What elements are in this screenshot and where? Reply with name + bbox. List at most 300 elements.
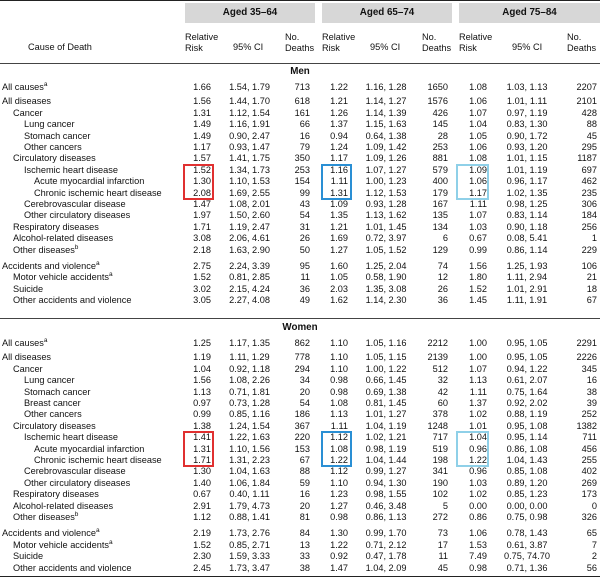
- relative-risk-cell: 1.53: [469, 539, 487, 550]
- deaths-count-cell: 462: [581, 176, 597, 187]
- relative-risk-cell: 3.05: [193, 295, 211, 306]
- relative-risk-cell: 1.52: [193, 539, 211, 550]
- relative-risk-cell: 1.09: [469, 164, 487, 175]
- deaths-count-cell: 512: [432, 363, 448, 374]
- relative-risk-cell: 1.08: [330, 443, 348, 454]
- deaths-count-cell: 1: [591, 233, 597, 244]
- row-label-text: Alcohol-related diseases: [13, 233, 114, 244]
- deaths-count-cell: 33: [299, 551, 310, 562]
- row-label: [13, 245, 78, 256]
- confidence-interval-cell: 0.86, 1.08: [506, 443, 548, 454]
- deaths-count-cell: 11: [438, 551, 448, 562]
- relative-risk-cell: 1.56: [193, 375, 211, 386]
- relative-risk-cell: 1.24: [330, 142, 348, 152]
- confidence-interval-cell: 0.72, 3.97: [365, 233, 407, 244]
- relative-risk-cell: 1.06: [469, 176, 487, 187]
- deaths-count-cell: 56: [586, 562, 597, 573]
- row-label-text: Chronic ischemic heart disease: [34, 455, 162, 465]
- relative-risk-cell: 0.98: [330, 375, 348, 386]
- deaths-header-1-line2: Deaths: [285, 42, 315, 53]
- relative-risk-cell: 1.35: [330, 210, 348, 221]
- relative-risk-cell: 1.60: [330, 261, 348, 271]
- confidence-interval-cell: 1.44, 1.70: [229, 96, 270, 107]
- deaths-count-cell: 2139: [427, 352, 448, 363]
- group-header-75-84: Aged 75–84: [459, 3, 600, 23]
- relative-risk-cell: 1.27: [330, 244, 348, 255]
- row-label: [24, 387, 90, 398]
- deaths-count-cell: 253: [432, 142, 448, 152]
- confidence-interval-cell: 1.09, 1.26: [365, 153, 407, 164]
- relative-risk-cell: 1.37: [330, 119, 348, 130]
- row-label-text: Cancer: [13, 107, 43, 118]
- deaths-count-cell: 426: [432, 107, 448, 118]
- table-row: [0, 272, 600, 283]
- relative-risk-cell: 1.12: [193, 512, 211, 522]
- relative-risk-cell: 1.69: [330, 233, 348, 244]
- relative-risk-cell: 1.08: [469, 82, 487, 92]
- confidence-interval-cell: 1.11, 1.29: [229, 352, 270, 363]
- deaths-count-cell: 167: [432, 199, 448, 209]
- relative-risk-cell: 1.49: [193, 130, 211, 141]
- confidence-interval-cell: 1.01, 2.91: [506, 283, 548, 294]
- row-label: [2, 261, 100, 272]
- table-row: [0, 563, 600, 574]
- deaths-count-cell: 38: [586, 386, 597, 397]
- row-label-text: All diseases: [2, 352, 52, 363]
- rr-header-2-line2: Risk: [322, 42, 340, 53]
- confidence-interval-cell: 0.69, 1.38: [365, 386, 407, 397]
- relative-risk-cell: 0.96: [469, 466, 487, 477]
- deaths-count-cell: 88: [299, 466, 310, 477]
- confidence-interval-cell: 0.61, 2.07: [506, 375, 548, 386]
- relative-risk-cell: 1.41: [193, 432, 211, 443]
- relative-risk-cell: 1.52: [193, 164, 211, 175]
- confidence-interval-cell: 1.05, 1.16: [365, 338, 407, 348]
- table-row: [0, 540, 600, 551]
- confidence-interval-cell: 0.99, 1.70: [365, 528, 407, 539]
- confidence-interval-cell: 0.90, 2.47: [229, 130, 270, 141]
- highlight-box-blue: [321, 164, 352, 200]
- relative-risk-cell: 1.80: [469, 272, 487, 283]
- row-label-text: Circulatory diseases: [13, 420, 96, 431]
- row-label: [13, 563, 132, 574]
- confidence-interval-cell: 1.13, 1.62: [365, 210, 407, 221]
- table-row: [0, 188, 600, 199]
- relative-risk-cell: 1.07: [469, 210, 487, 221]
- relative-risk-cell: 0.97: [193, 398, 211, 408]
- row-label-text: Accidents and violence: [2, 528, 96, 539]
- footnote-marker: b: [74, 510, 79, 518]
- relative-risk-cell: 2.75: [193, 261, 211, 271]
- confidence-interval-cell: 1.79, 4.73: [229, 500, 270, 511]
- deaths-header-3-line2: Deaths: [567, 42, 597, 53]
- relative-risk-cell: 1.06: [469, 142, 487, 152]
- confidence-interval-cell: 1.69, 2.55: [229, 187, 270, 198]
- relative-risk-cell: 2.18: [193, 244, 211, 255]
- deaths-count-cell: 60: [437, 398, 448, 408]
- relative-risk-cell: 1.40: [193, 477, 211, 488]
- confidence-interval-cell: 0.95, 1.05: [506, 352, 548, 363]
- row-label: [2, 352, 51, 363]
- row-label: [13, 512, 78, 523]
- deaths-count-cell: 16: [586, 375, 597, 386]
- deaths-count-cell: 778: [294, 352, 310, 363]
- confidence-interval-cell: 0.75, 0.98: [506, 512, 548, 522]
- confidence-interval-cell: 0.93, 1.20: [506, 142, 548, 152]
- row-label-text: Suicide: [13, 283, 44, 294]
- relative-risk-cell: 0.99: [193, 409, 211, 420]
- confidence-interval-cell: 0.95, 1.14: [506, 432, 548, 443]
- deaths-count-cell: 49: [299, 295, 310, 306]
- relative-risk-cell: 1.52: [469, 283, 487, 294]
- confidence-interval-cell: 1.01, 1.27: [365, 409, 407, 420]
- deaths-count-cell: 306: [581, 199, 597, 209]
- relative-risk-cell: 0.67: [469, 233, 487, 244]
- rr-header-3-line2: Risk: [459, 42, 477, 53]
- row-label-text: Respiratory diseases: [13, 221, 99, 232]
- ci-header-3: 95% CI: [512, 42, 543, 52]
- deaths-count-cell: 11: [300, 272, 310, 283]
- deaths-count-cell: 253: [294, 164, 310, 175]
- confidence-interval-cell: 1.59, 3.33: [229, 551, 270, 562]
- footnote-marker: a: [95, 259, 100, 267]
- relative-risk-cell: 1.57: [193, 153, 211, 164]
- relative-risk-cell: 1.10: [330, 363, 348, 374]
- relative-risk-cell: 1.66: [193, 82, 211, 92]
- deaths-count-cell: 16: [299, 489, 310, 500]
- confidence-interval-cell: 1.01, 1.45: [365, 221, 407, 232]
- row-label: [24, 409, 82, 420]
- confidence-interval-cell: 0.08, 5.41: [506, 233, 548, 244]
- deaths-count-cell: 295: [581, 142, 597, 152]
- deaths-count-cell: 341: [432, 466, 448, 477]
- deaths-count-cell: 18: [586, 283, 597, 294]
- relative-risk-cell: 1.05: [469, 130, 487, 141]
- relative-risk-cell: 1.10: [330, 477, 348, 488]
- deaths-count-cell: 161: [294, 107, 310, 118]
- row-label: [24, 199, 126, 210]
- deaths-count-cell: 45: [586, 130, 597, 141]
- deaths-count-cell: 5: [442, 500, 448, 511]
- relative-risk-cell: 1.07: [469, 107, 487, 118]
- relative-risk-cell: 1.17: [330, 153, 348, 164]
- deaths-count-cell: 13: [299, 539, 310, 550]
- section-title-women: Women: [282, 322, 318, 333]
- footnote-marker: a: [43, 336, 48, 344]
- rr-header-1-line2: Risk: [185, 42, 203, 53]
- bottom-rule: [0, 576, 600, 577]
- relative-risk-cell: 1.31: [193, 107, 211, 118]
- relative-risk-cell: 1.27: [330, 500, 348, 511]
- confidence-interval-cell: 0.71, 1.81: [229, 386, 270, 397]
- relative-risk-cell: 2.30: [193, 551, 211, 562]
- row-label-text: Cerebrovascular disease: [24, 466, 126, 477]
- row-label: [24, 432, 118, 443]
- deaths-count-cell: 34: [299, 375, 310, 386]
- confidence-interval-cell: 0.00, 0.00: [506, 500, 548, 511]
- relative-risk-cell: 1.07: [469, 363, 487, 374]
- deaths-count-cell: 1576: [427, 96, 448, 107]
- confidence-interval-cell: 1.14, 2.30: [365, 295, 407, 306]
- row-label: [13, 421, 96, 432]
- relative-risk-cell: 1.30: [330, 528, 348, 539]
- row-label: [24, 165, 118, 176]
- deaths-count-cell: 697: [581, 164, 597, 175]
- table-row: [0, 364, 600, 375]
- table-row: [0, 512, 600, 523]
- confidence-interval-cell: 1.00, 1.22: [365, 363, 407, 374]
- row-label: [34, 176, 144, 187]
- cause-header: Cause of Death: [28, 42, 92, 52]
- deaths-count-cell: 43: [299, 199, 310, 209]
- deaths-count-cell: 135: [432, 210, 448, 221]
- confidence-interval-cell: 0.95, 1.05: [506, 338, 548, 348]
- relative-risk-cell: 2.08: [193, 187, 211, 198]
- row-label-text: Other diseases: [13, 244, 75, 255]
- row-label-text: Other circulatory diseases: [24, 210, 131, 221]
- confidence-interval-cell: 1.08, 2.01: [229, 199, 270, 209]
- row-label: [2, 528, 100, 539]
- relative-risk-cell: 0.98: [330, 386, 348, 397]
- row-label-text: Stomach cancer: [24, 130, 91, 141]
- rr-header-1-line1: Relative: [185, 32, 219, 42]
- relative-risk-cell: 2.91: [193, 500, 211, 511]
- table-row: [0, 176, 600, 187]
- confidence-interval-cell: 1.35, 3.08: [365, 283, 407, 294]
- row-label: [13, 540, 113, 551]
- confidence-interval-cell: 1.34, 1.73: [229, 164, 270, 175]
- confidence-interval-cell: 1.05, 1.15: [365, 352, 407, 363]
- row-label: [24, 119, 75, 130]
- confidence-interval-cell: 1.17, 1.35: [229, 338, 270, 348]
- table-row: [0, 551, 600, 562]
- row-label: [24, 466, 126, 477]
- confidence-interval-cell: 1.05, 1.52: [365, 244, 407, 255]
- confidence-interval-cell: 1.54, 1.79: [229, 82, 270, 92]
- table-row: [0, 82, 600, 93]
- deaths-count-cell: 134: [432, 221, 448, 232]
- confidence-interval-cell: 1.04, 1.63: [229, 466, 270, 477]
- confidence-interval-cell: 0.85, 1.16: [229, 409, 270, 420]
- confidence-interval-cell: 0.99, 1.27: [365, 466, 407, 477]
- deaths-count-cell: 400: [432, 176, 448, 187]
- relative-risk-cell: 1.31: [330, 187, 348, 198]
- deaths-count-cell: 67: [586, 295, 597, 306]
- table-row: [0, 261, 600, 272]
- table-row: [0, 142, 600, 153]
- row-label-text: Cancer: [13, 363, 43, 374]
- confidence-interval-cell: 0.86, 1.14: [506, 244, 548, 255]
- deaths-count-cell: 79: [299, 142, 310, 152]
- table-row: [0, 131, 600, 142]
- relative-risk-cell: 1.37: [469, 398, 487, 408]
- row-label: [34, 455, 162, 466]
- confidence-interval-cell: 0.88, 1.41: [229, 512, 270, 522]
- confidence-interval-cell: 0.85, 1.23: [506, 489, 548, 500]
- deaths-count-cell: 99: [299, 187, 310, 198]
- row-label: [24, 375, 75, 386]
- group-header-65-74: Aged 65–74: [322, 3, 452, 23]
- table-row: [0, 478, 600, 489]
- deaths-count-cell: 252: [581, 409, 597, 420]
- deaths-count-cell: 1248: [427, 420, 448, 431]
- row-label: [13, 284, 43, 295]
- relative-risk-cell: 1.47: [193, 199, 211, 209]
- relative-risk-cell: 1.49: [193, 119, 211, 130]
- row-label: [24, 210, 130, 221]
- deaths-count-cell: 717: [432, 432, 448, 443]
- relative-risk-cell: 0.94: [330, 130, 348, 141]
- relative-risk-cell: 1.00: [469, 352, 487, 363]
- deaths-count-cell: 65: [586, 528, 597, 539]
- table-row: [0, 352, 600, 363]
- deaths-count-cell: 84: [299, 528, 310, 539]
- confidence-interval-cell: 1.41, 1.75: [229, 153, 270, 164]
- deaths-count-cell: 1650: [427, 82, 448, 92]
- relative-risk-cell: 1.13: [469, 375, 487, 386]
- confidence-interval-cell: 0.97, 1.19: [506, 107, 548, 118]
- relative-risk-cell: 1.97: [193, 210, 211, 221]
- section-divider: [0, 318, 600, 319]
- deaths-count-cell: 28: [437, 130, 448, 141]
- deaths-count-cell: 367: [294, 420, 310, 431]
- deaths-count-cell: 519: [432, 443, 448, 454]
- row-label-text: Other circulatory diseases: [24, 477, 131, 488]
- confidence-interval-cell: 0.89, 1.20: [506, 477, 548, 488]
- relative-risk-cell: 1.26: [330, 107, 348, 118]
- deaths-count-cell: 456: [581, 443, 597, 454]
- confidence-interval-cell: 1.01, 1.19: [506, 164, 548, 175]
- deaths-count-cell: 179: [432, 187, 448, 198]
- confidence-interval-cell: 1.14, 1.27: [365, 96, 407, 107]
- table-row: [0, 295, 600, 306]
- deaths-header-1-line1: No.: [285, 32, 300, 42]
- relative-risk-cell: 1.12: [330, 466, 348, 477]
- relative-risk-cell: 0.86: [469, 512, 487, 522]
- table-row: [0, 375, 600, 386]
- highlight-box-lightblue: [456, 164, 489, 200]
- relative-risk-cell: 1.17: [193, 142, 211, 152]
- confidence-interval-cell: 0.85, 2.71: [229, 539, 270, 550]
- confidence-interval-cell: 0.83, 1.30: [506, 119, 548, 130]
- deaths-count-cell: 26: [437, 283, 448, 294]
- row-label-text: Other cancers: [24, 142, 82, 152]
- deaths-count-cell: 74: [437, 261, 448, 271]
- confidence-interval-cell: 1.16, 1.28: [365, 82, 407, 92]
- row-label-text: Other diseases: [13, 512, 75, 522]
- deaths-count-cell: 129: [432, 244, 448, 255]
- deaths-count-cell: 428: [581, 107, 597, 118]
- table-row: [0, 222, 600, 233]
- confidence-interval-cell: 0.92, 2.02: [506, 398, 548, 408]
- relative-risk-cell: 1.22: [469, 455, 487, 465]
- relative-risk-cell: 1.05: [330, 272, 348, 283]
- relative-risk-cell: 3.02: [193, 283, 211, 294]
- deaths-count-cell: 220: [294, 432, 310, 443]
- deaths-header-2: [422, 32, 451, 53]
- relative-risk-cell: 0.98: [469, 562, 487, 573]
- row-label: [13, 108, 43, 119]
- row-label-text: Chronic ischemic heart disease: [34, 187, 162, 198]
- table-row: [0, 199, 600, 210]
- table-row: [0, 432, 600, 443]
- relative-risk-cell: 0.98: [330, 512, 348, 522]
- row-label-text: Accidents and violence: [2, 261, 96, 271]
- deaths-count-cell: 59: [299, 477, 310, 488]
- confidence-interval-cell: 1.04, 1.43: [506, 455, 548, 465]
- relative-risk-cell: 0.99: [469, 244, 487, 255]
- relative-risk-cell: 1.30: [193, 466, 211, 477]
- ci-header-2: 95% CI: [370, 42, 401, 52]
- confidence-interval-cell: 1.16, 1.91: [229, 119, 270, 130]
- relative-risk-cell: 1.19: [193, 352, 211, 363]
- deaths-count-cell: 54: [299, 398, 310, 408]
- relative-risk-cell: 3.08: [193, 233, 211, 244]
- footnote-marker: b: [74, 243, 79, 251]
- row-label: [13, 489, 99, 500]
- relative-risk-cell: 1.22: [330, 539, 348, 550]
- row-label: [24, 131, 90, 142]
- confidence-interval-cell: 2.24, 3.39: [229, 261, 270, 271]
- deaths-count-cell: 36: [437, 295, 448, 306]
- relative-risk-cell: 1.04: [469, 119, 487, 130]
- deaths-count-cell: 1382: [576, 420, 597, 431]
- row-label: [2, 96, 51, 107]
- relative-risk-cell: 1.22: [330, 82, 348, 92]
- relative-risk-cell: 1.02: [469, 409, 487, 420]
- table-row: [0, 501, 600, 512]
- deaths-count-cell: 2: [591, 551, 597, 562]
- relative-risk-cell: 1.21: [330, 96, 348, 107]
- relative-risk-cell: 1.11: [330, 420, 348, 431]
- deaths-count-cell: 42: [437, 386, 448, 397]
- row-label-text: Ischemic heart disease: [24, 432, 118, 443]
- relative-risk-cell: 1.06: [469, 528, 487, 539]
- table-row: [0, 455, 600, 466]
- confidence-interval-cell: 1.11, 2.94: [506, 272, 548, 283]
- row-label: [13, 295, 132, 306]
- deaths-count-cell: 32: [437, 375, 448, 386]
- deaths-count-cell: 184: [581, 210, 597, 221]
- rr-header-2: [322, 32, 355, 53]
- relative-risk-cell: 1.17: [469, 187, 487, 198]
- deaths-header-2-line1: No.: [422, 32, 437, 42]
- confidence-interval-cell: 0.40, 1.11: [229, 489, 270, 500]
- deaths-count-cell: 881: [432, 153, 448, 164]
- confidence-interval-cell: 0.86, 1.13: [365, 512, 407, 522]
- deaths-count-cell: 17: [437, 539, 448, 550]
- footnote-marker: a: [109, 538, 113, 546]
- relative-risk-cell: 1.23: [330, 489, 348, 500]
- header-bottom-rule: [0, 63, 600, 64]
- row-label-text: Other accidents and violence: [13, 562, 132, 573]
- deaths-count-cell: 2212: [427, 338, 448, 348]
- table-row: [0, 96, 600, 107]
- deaths-count-cell: 12: [437, 272, 448, 283]
- confidence-interval-cell: 2.27, 4.08: [229, 295, 270, 306]
- confidence-interval-cell: 1.01, 1.15: [506, 153, 548, 164]
- deaths-count-cell: 145: [432, 119, 448, 130]
- confidence-interval-cell: 0.92, 1.18: [229, 363, 270, 374]
- row-label: [24, 398, 81, 409]
- deaths-count-cell: 235: [581, 187, 597, 198]
- row-label-text: Cerebrovascular disease: [24, 199, 126, 209]
- relative-risk-cell: 1.62: [330, 295, 348, 306]
- confidence-interval-cell: 0.93, 1.28: [365, 199, 407, 209]
- deaths-count-cell: 7: [591, 539, 597, 550]
- confidence-interval-cell: 0.61, 3.87: [506, 539, 548, 550]
- deaths-count-cell: 2226: [576, 352, 597, 363]
